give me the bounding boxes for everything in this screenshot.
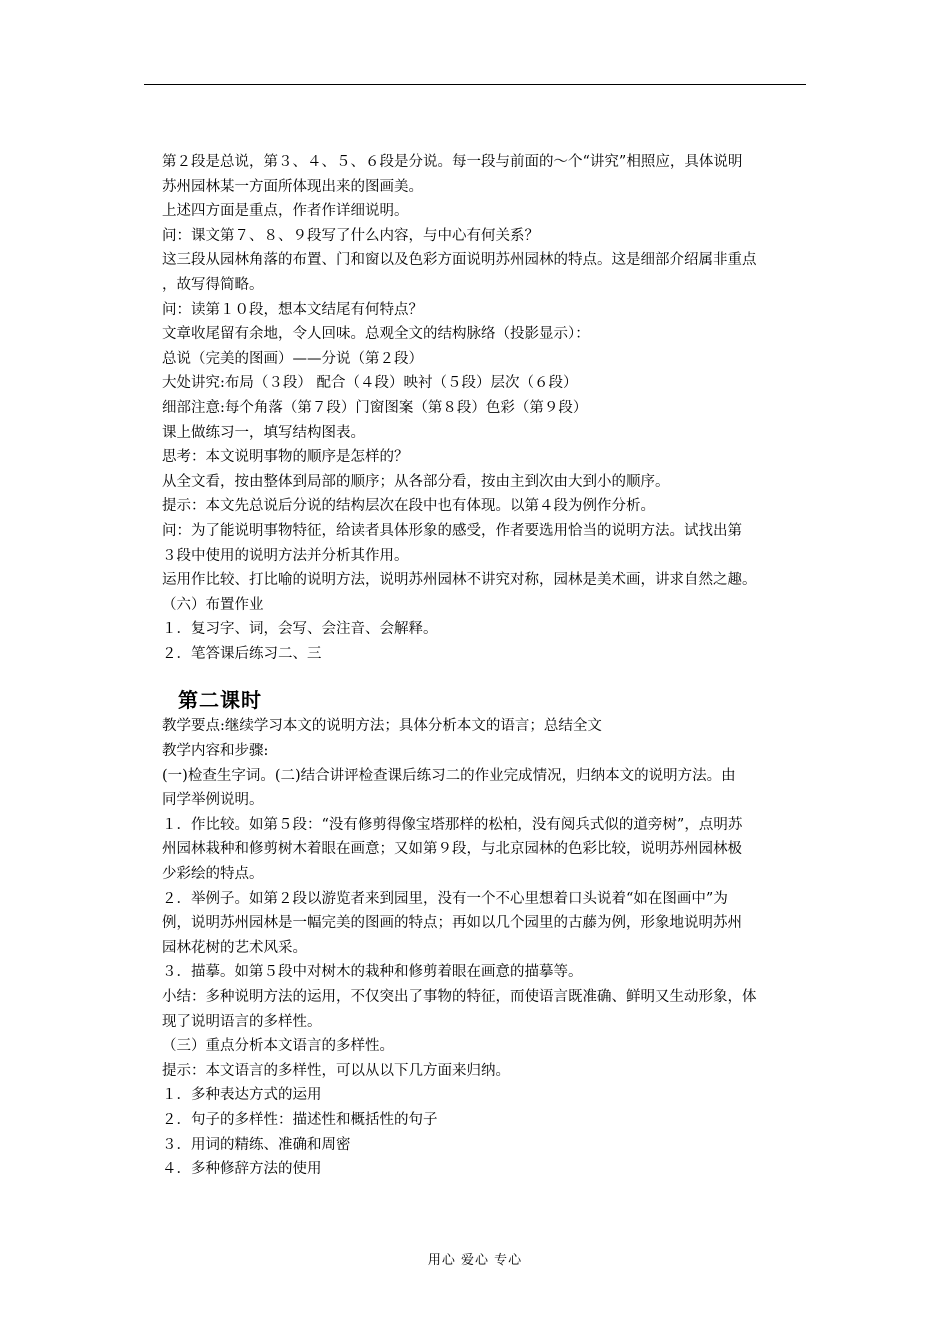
text-line: ２．句子的多样性：描述性和概括性的句子 (162, 1111, 438, 1128)
text-line: 问：为了能说明事物特征，给读者具体形象的感受，作者要选用恰当的说明方法。试找出第 (162, 522, 742, 539)
text-line: 从全文看，按由整体到局部的顺序；从各部分看，按由主到次由大到小的顺序。 (162, 473, 670, 490)
text-line: 课上做练习一，填写结构图表。 (162, 424, 365, 441)
text-line: 第２段是总说，第３、４、５、６段是分说。每一段与前面的～个“讲究”相照应，具体说明 (162, 154, 743, 170)
text-line: (一)检查生字词。(二)结合讲评检查课后练习二的作业完成情况，归纳本文的说明方法。由 (162, 767, 736, 784)
text-line: 少彩绘的特点。 (162, 866, 264, 883)
text-line: 小结：多种说明方法的运用，不仅突出了事物的特征，而使语言既准确、鲜明又生动形象，体 (162, 989, 757, 1005)
text-line: ３．描摹。如第５段中对树木的栽种和修剪着眼在画意的描摹等。 (162, 964, 583, 981)
text-line: 思考：本文说明事物的顺序是怎样的？ (162, 449, 409, 466)
text-line: 这三段从园林角落的布置、门和窗以及色彩方面说明苏州园林的特点。这是细部介绍属非重点 (162, 252, 757, 269)
text-line: 文章收尾留有余地，令人回味。总观全文的结构脉络（投影显示）： (162, 326, 590, 343)
text-line: ２．笔答课后练习二、三 (162, 645, 322, 662)
text-line: 运用作比较、打比喻的说明方法，说明苏州园林不讲究对称，园林是美术画，讲求自然之趣。 (162, 572, 757, 589)
text-line: ，故写得简略。 (162, 276, 264, 293)
text-line: ４．多种修辞方法的使用 (162, 1161, 322, 1178)
header-rule (144, 84, 806, 85)
text-line: 提示：本文先总说后分说的结构层次在段中也有体现。以第４段为例作分析。 (162, 498, 655, 515)
text-block-part-two (162, 714, 802, 1181)
text-line: 园林花树的艺术风采。 (162, 939, 307, 956)
text-line: 大处讲究:布局（３段） 配合（４段）映衬（５段）层次（６段） (162, 375, 578, 392)
text-line: 现了说明语言的多样性。 (162, 1013, 322, 1030)
text-line: 提示：本文语言的多样性，可以从以下几方面来归纳。 (162, 1062, 510, 1079)
text-line: 例，说明苏州园林是一幅完美的图画的特点；再如以几个园里的古藤为例，形象地说明苏州 (162, 915, 742, 932)
text-line: １．作比较。如第５段：“没有修剪得像宝塔那样的松柏，没有阅兵式似的道旁树”，点明苏 (162, 816, 743, 833)
text-line: 教学内容和步骤: (162, 743, 269, 760)
text-line: （三）重点分析本文语言的多样性。 (162, 1038, 394, 1055)
text-line: 问：读第１０段，想本文结尾有何特点？ (162, 301, 423, 318)
page-footer: 用心 爱心 专心 (427, 1253, 523, 1268)
text-block-part-one (162, 150, 802, 666)
text-line: （六）布置作业 (162, 596, 264, 613)
text-line: ３段中使用的说明方法并分析其作用。 (162, 547, 409, 564)
document-body (162, 150, 802, 1182)
text-line: １．复习字、词，会写、会注音、会解释。 (162, 621, 438, 638)
text-line: 苏州园林某一方面所体现出来的图画美。 (162, 178, 423, 195)
section-heading: 第二课时 (178, 688, 262, 713)
text-line: 问：课文第７、８、９段写了什么内容，与中心有何关系？ (162, 227, 539, 244)
text-line: ３．用词的精练、准确和周密 (162, 1136, 351, 1153)
text-line: 同学举例说明。 (162, 792, 264, 809)
text-line: 上述四方面是重点，作者作详细说明。 (162, 203, 409, 220)
text-line: 细部注意:每个角落（第７段）门窗图案（第８段）色彩（第９段） (162, 399, 588, 416)
text-line: 州园林栽种和修剪树木着眼在画意；又如第９段，与北京园林的色彩比较，说明苏州园林极 (162, 841, 742, 858)
text-line: ２．举例子。如第２段以游览者来到园里，没有一个不心里想着口头说着“如在图画中”为 (162, 890, 728, 907)
text-line: １．多种表达方式的运用 (162, 1087, 322, 1104)
text-line: 教学要点:继续学习本文的说明方法；具体分析本文的语言；总结全文 (162, 718, 602, 735)
text-line: 总说（完美的图画）——分说（第２段） (162, 350, 423, 367)
